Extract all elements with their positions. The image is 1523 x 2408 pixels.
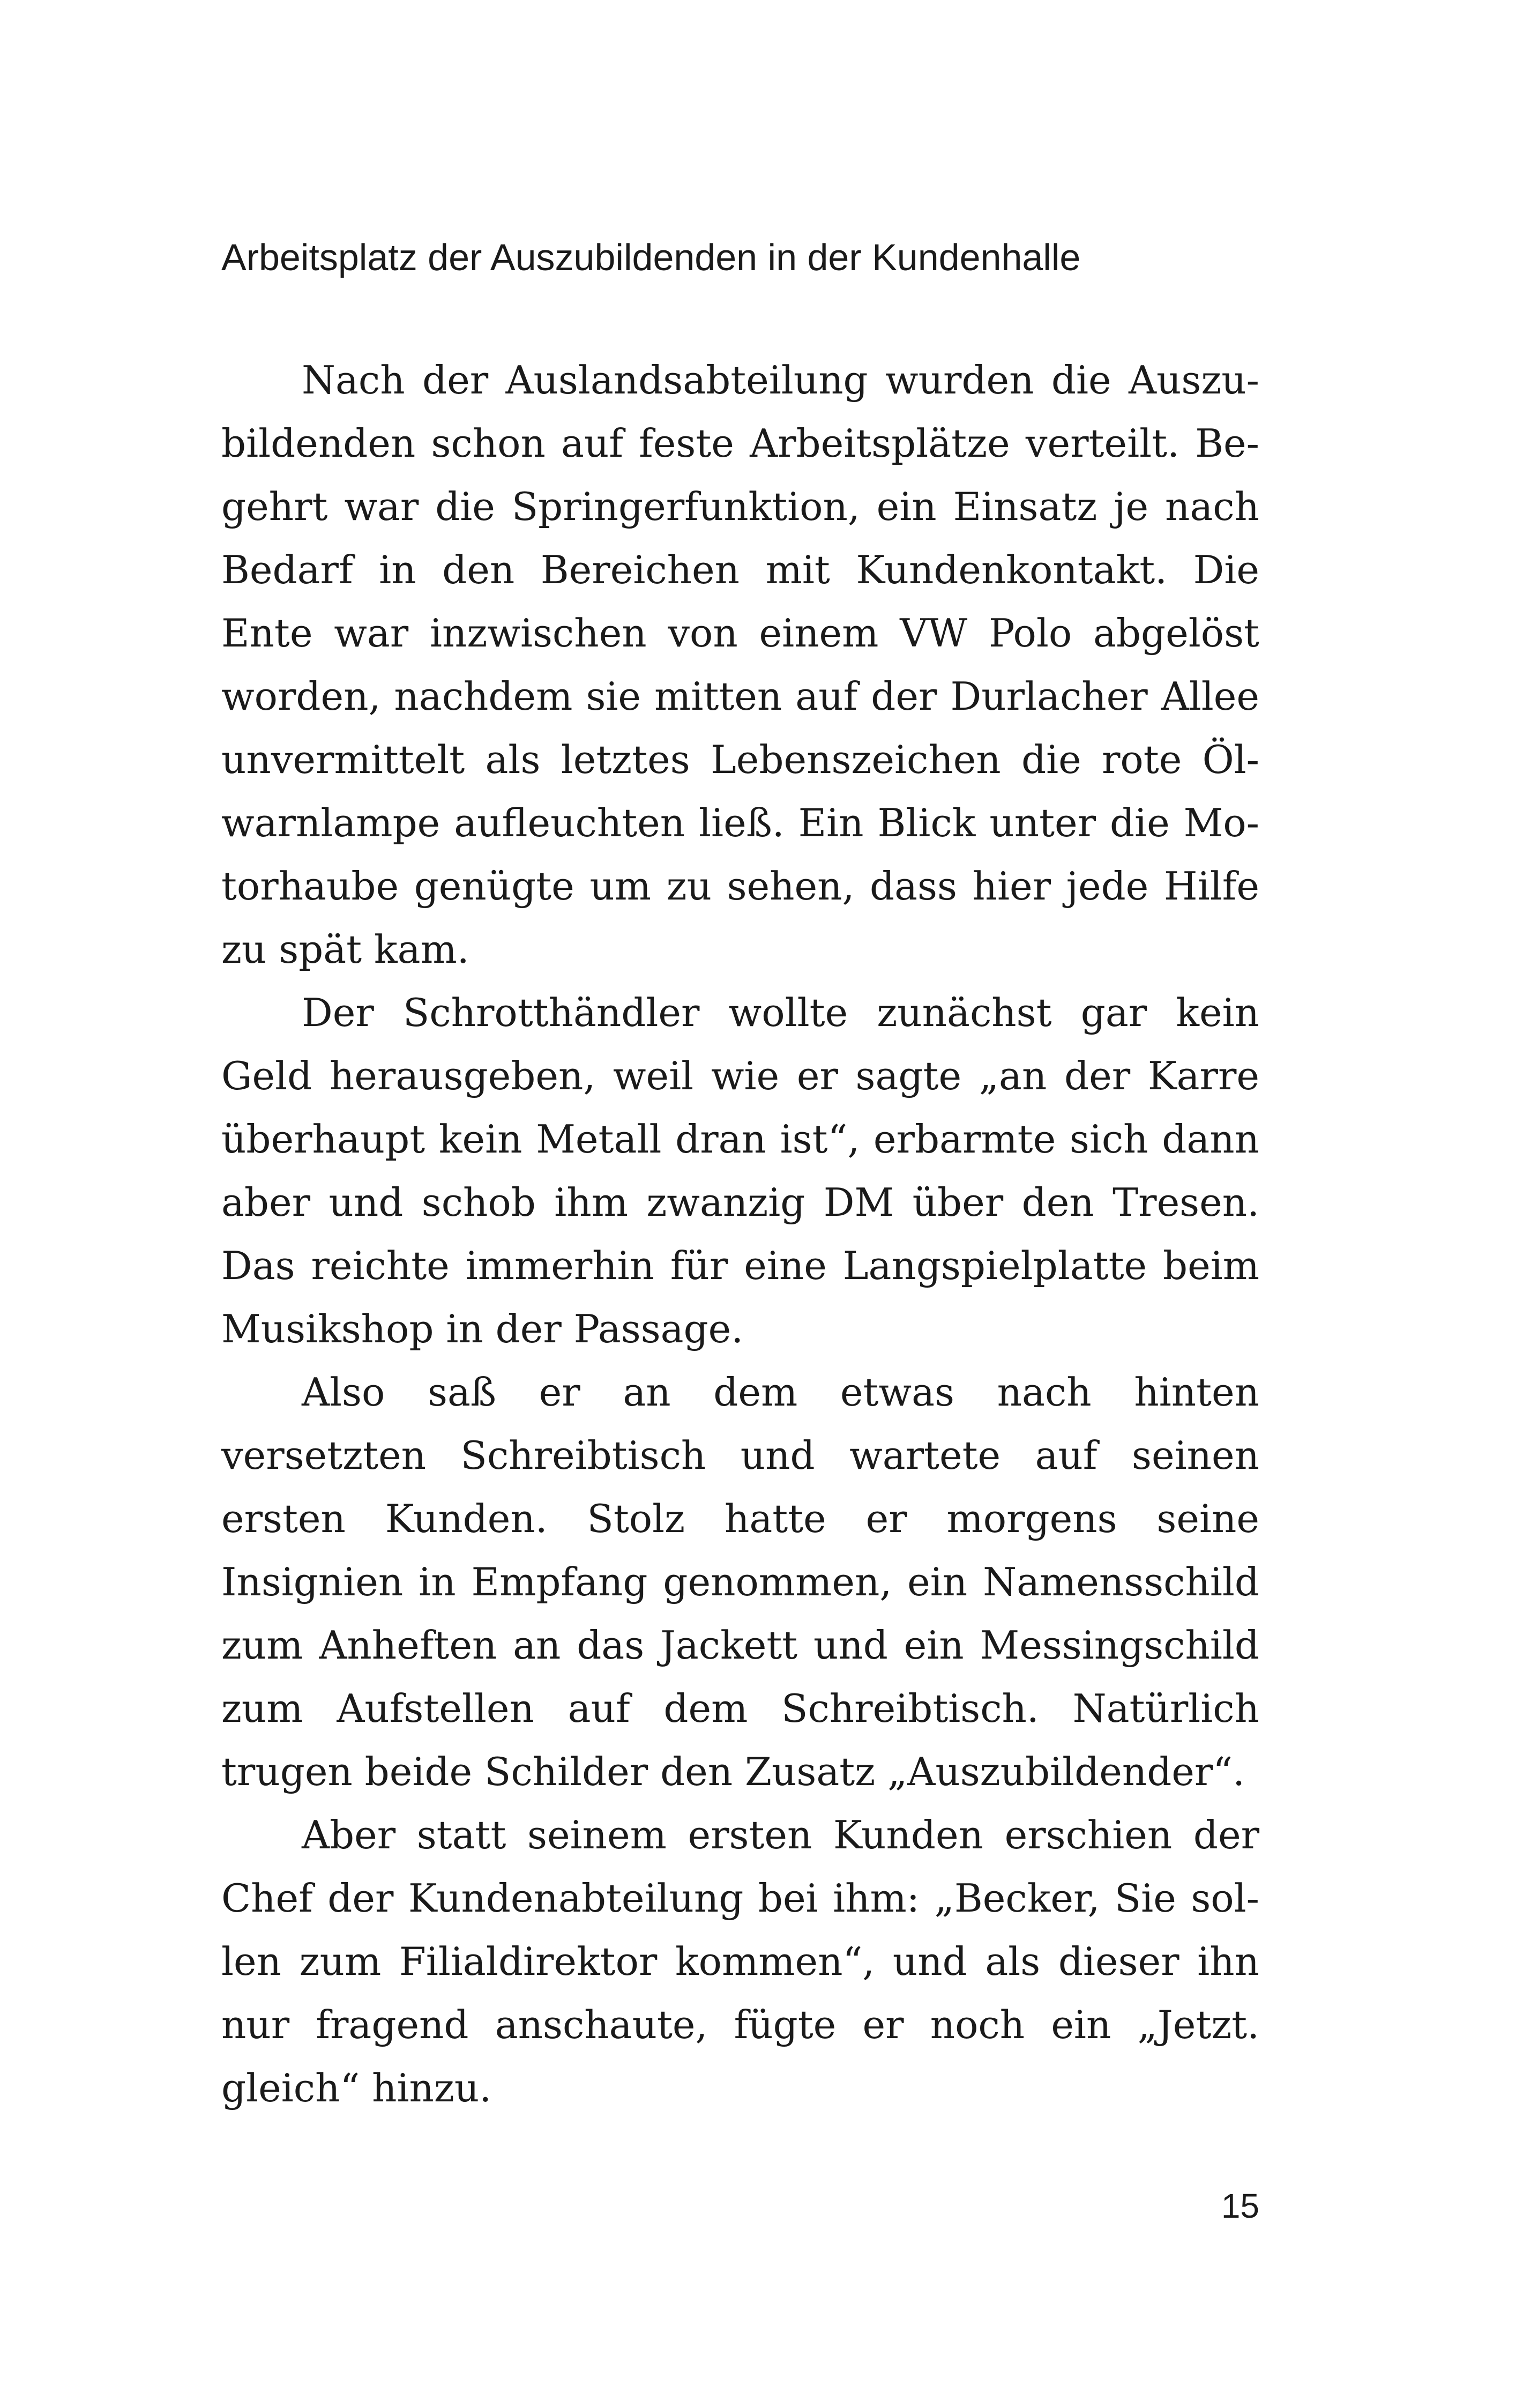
body-text: [221, 348, 1259, 2120]
paragraph: Nach der Auslandsabteilung wurden die Auszubildenden schon auf feste Arbeitsplätze verteilt. Begehrt war die Springerfunktion, ein Einsatz je nach Bedarf in den Bereichen mit Kundenkontakt. Die Ente war inzwischen von einem VW Polo abgelöst worden, nachdem sie mitten auf der Durlacher Allee unvermittelt als letztes Lebenszeichen die rote Ölwarnlampe aufleuchten ließ. Ein Blick unter die Motorhaube genügte um zu sehen, dass hier jede Hilfe zu spät kam.: [221, 358, 1259, 972]
paragraph: Also saß er an dem etwas nach hinten versetzten Schreibtisch und wartete auf seinen ersten Kunden. Stolz hatte er morgens seine Insignien in Empfang genommen, ein Namensschild zum Anheften an das Jackett und ein Messingschild zum Aufstellen auf dem Schreibtisch. Natürlich trugen beide Schilder den Zusatz „Auszubildender“.: [221, 1370, 1259, 1794]
paragraph: Aber statt seinem ersten Kunden erschien der Chef der Kundenabteilung bei ihm: „Becker, Sie sollen zum Filialdirektor kommen“, und als dieser ihn nur fragend anschaute, fügte er noch ein „Jetzt. gleich“ hinzu.: [221, 1812, 1259, 2110]
paragraph: Der Schrotthändler wollte zunächst gar kein Geld herausgeben, weil wie er sagte „an der Karre überhaupt kein Metall dran ist“, erbarmte sich dann aber und schob ihm zwanzig DM über den Tresen. Das reichte immerhin für eine Langspielplatte beim Musikshop in der Passage.: [221, 990, 1259, 1351]
section-heading: Arbeitsplatz der Auszubildenden in der Kundenhalle: [221, 236, 1081, 278]
page-number: 15: [1221, 2187, 1259, 2225]
